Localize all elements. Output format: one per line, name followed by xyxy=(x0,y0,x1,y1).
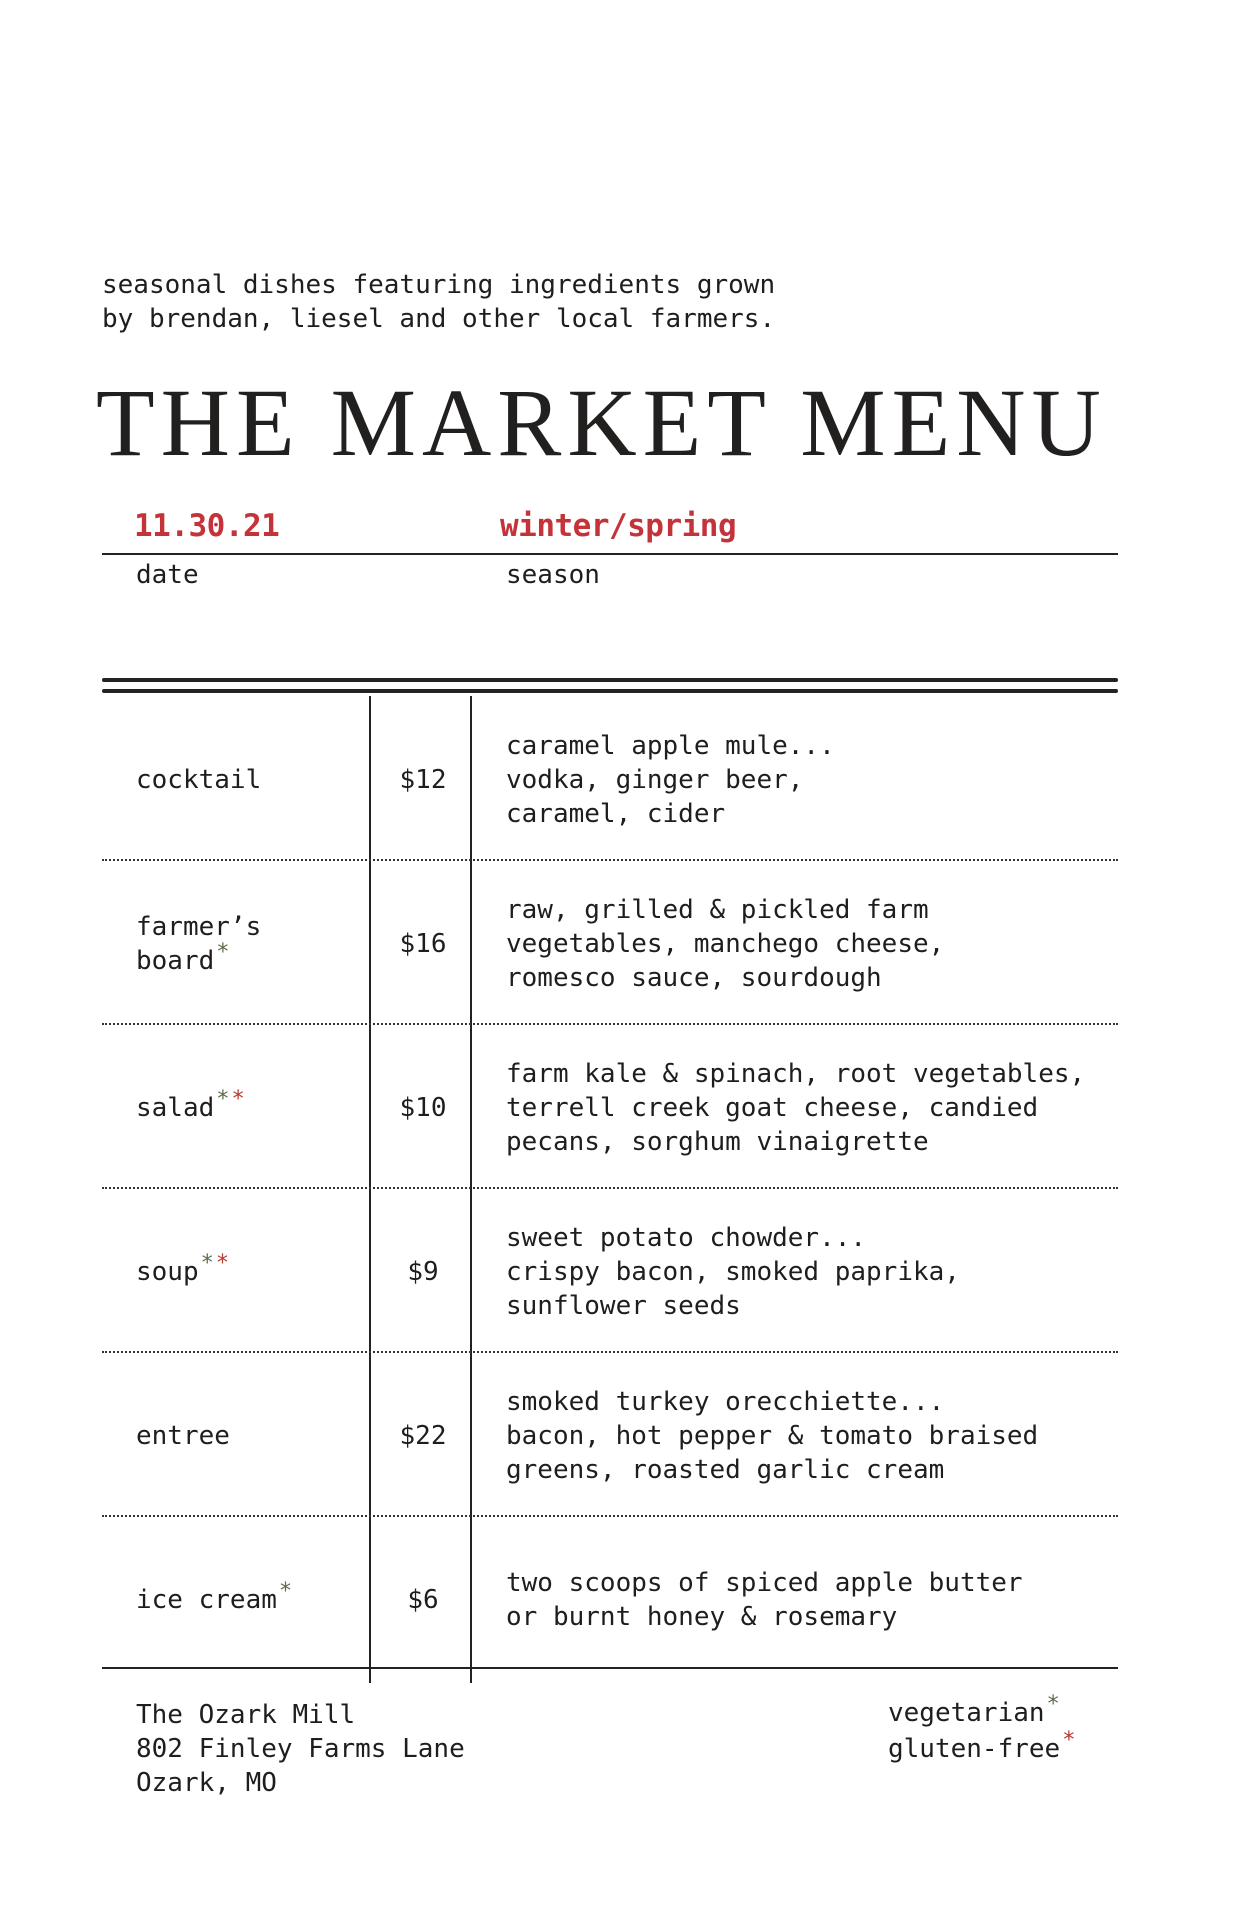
intro-line-2: by brendan, liesel and other local farmers. xyxy=(102,304,776,334)
legend-vegetarian-label: vegetarian xyxy=(888,1698,1045,1728)
menu-item-course: farmer’s board* xyxy=(136,912,262,976)
column-divider-1 xyxy=(369,696,371,1683)
legend-vegetarian xyxy=(888,1692,1075,1732)
city-state: Ozark, MO xyxy=(136,1768,277,1798)
intro-text xyxy=(102,268,775,336)
legend-gluten-free xyxy=(888,1728,1076,1768)
menu-item-description: two scoops of spiced apple butter or burnt honey & rosemary xyxy=(506,1568,1023,1632)
season-label: season xyxy=(506,560,600,590)
menu-item-price: $10 xyxy=(399,1093,447,1123)
row-divider xyxy=(102,1187,1118,1189)
gluten-free-asterisk-icon: * xyxy=(215,1251,230,1276)
menu-item-description: sweet potato chowder... crispy bacon, smoked paprika, sunflower seeds xyxy=(506,1223,960,1321)
footer-rule xyxy=(102,1667,1118,1669)
row-divider xyxy=(102,859,1118,861)
menu-item-description: farm kale & spinach, root vegetables, terrell creek goat cheese, candied pecans, sorghum vinaigrette xyxy=(506,1059,1086,1157)
vegetarian-asterisk-icon: * xyxy=(216,1087,230,1112)
menu-item-price: $22 xyxy=(399,1421,447,1451)
vegetarian-asterisk-icon: * xyxy=(278,1579,293,1604)
meta-underline xyxy=(102,553,1118,555)
street-address: 802 Finley Farms Lane xyxy=(136,1734,465,1764)
menu-item-price: $6 xyxy=(407,1585,439,1615)
menu-title: THE MARKET MENU xyxy=(96,369,1107,476)
menu-item-course: salad** xyxy=(136,1087,245,1123)
vegetarian-asterisk-icon: * xyxy=(200,1251,214,1276)
legend-gluten-free-label: gluten-free xyxy=(888,1734,1061,1764)
row-divider xyxy=(102,1515,1118,1517)
menu-item-price: $9 xyxy=(407,1257,439,1287)
table-top-rule-2 xyxy=(102,689,1118,693)
gluten-free-asterisk-icon: * xyxy=(1062,1728,1076,1753)
address xyxy=(136,1698,465,1800)
row-divider xyxy=(102,1351,1118,1353)
menu-item-price: $16 xyxy=(399,929,447,959)
vegetarian-asterisk-icon: * xyxy=(216,940,230,965)
menu-item-course: entree xyxy=(136,1421,230,1451)
dietary-legend xyxy=(888,1692,1076,1768)
menu-item-course: ice cream* xyxy=(136,1579,293,1615)
gluten-free-asterisk-icon: * xyxy=(231,1087,245,1112)
menu-item-description: smoked turkey orecchiette... bacon, hot pepper & tomato braised greens, roasted garlic cream xyxy=(506,1387,1039,1485)
date-value: 11.30.21 xyxy=(134,508,280,544)
menu-item-price: $12 xyxy=(399,765,447,795)
intro-line-1: seasonal dishes featuring ingredients grown xyxy=(102,270,776,300)
venue-name: The Ozark Mill xyxy=(136,1700,356,1730)
menu-item-description: caramel apple mule... vodka, ginger beer, caramel, cider xyxy=(506,731,835,829)
menu-item-course: soup** xyxy=(136,1251,230,1287)
row-divider xyxy=(102,1023,1118,1025)
season-value: winter/spring xyxy=(500,508,737,544)
menu-item-description: raw, grilled & pickled farm vegetables, manchego cheese, romesco sauce, sourdough xyxy=(506,895,945,993)
table-top-rule-1 xyxy=(102,678,1118,682)
menu-item-course: cocktail xyxy=(136,765,262,795)
date-label: date xyxy=(136,560,199,590)
column-divider-2 xyxy=(470,696,472,1683)
vegetarian-asterisk-icon: * xyxy=(1046,1692,1060,1717)
